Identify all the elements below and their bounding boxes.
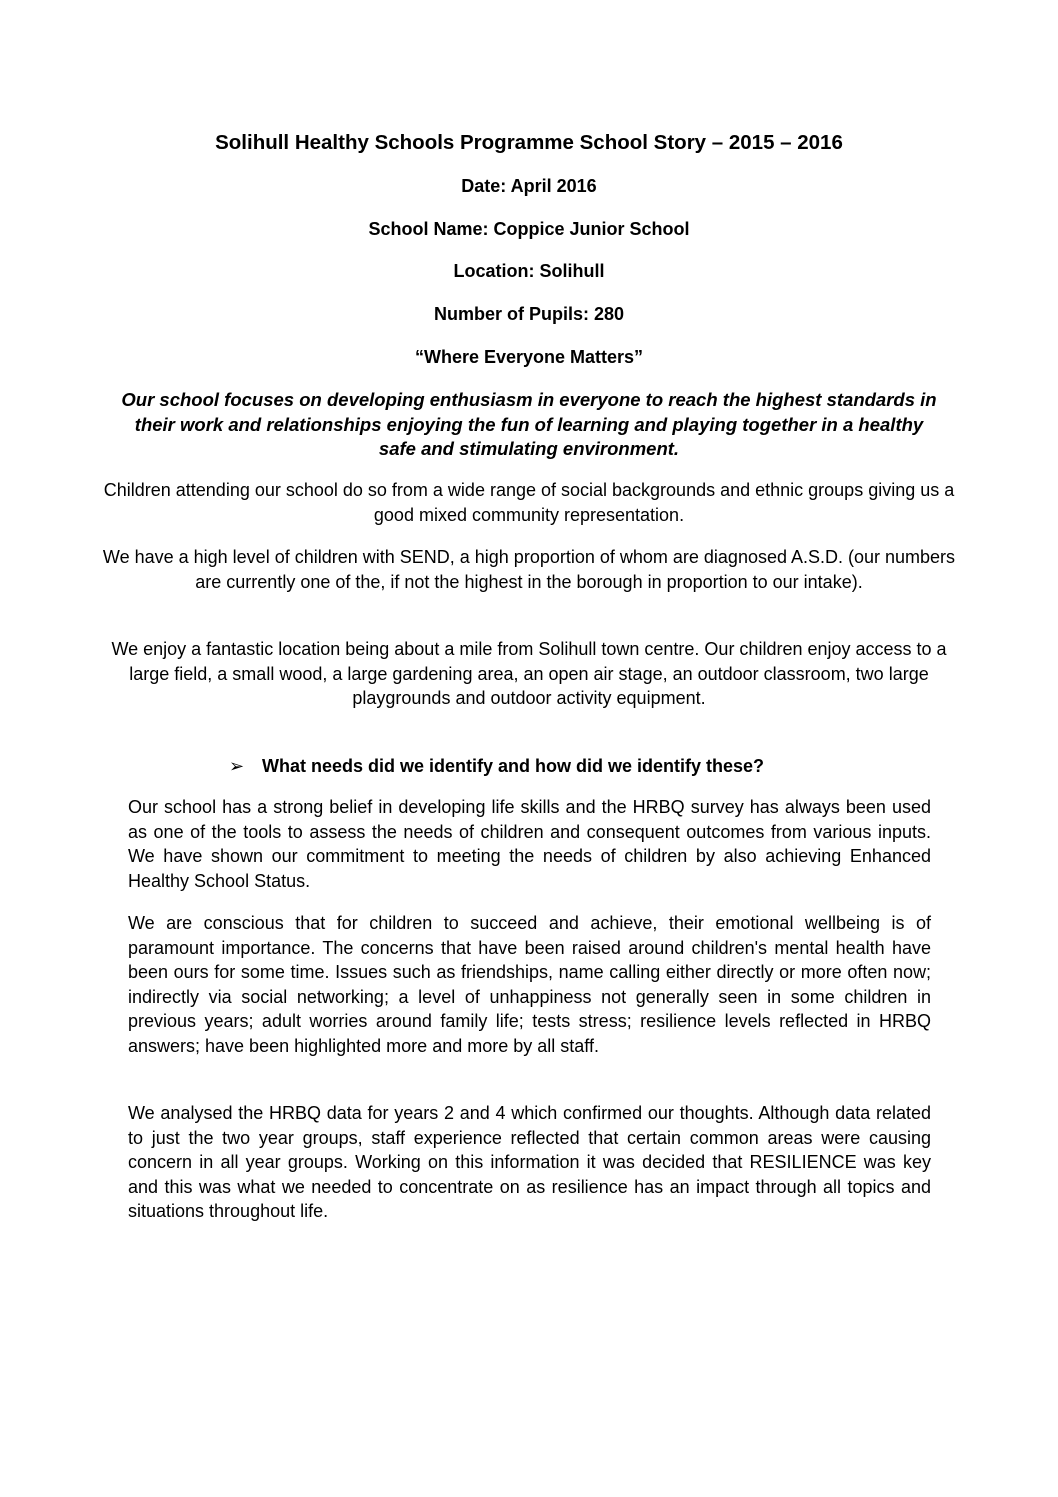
body-paragraph-life-skills: Our school has a strong belief in developing life skills and the HRBQ survey has always been used as one of the tools to assess the needs of children and consequent outcomes from various inputs. We have shown our commitment to meeting the needs of children by also achieving Enhanced Healthy School Status. <box>128 797 931 891</box>
body-paragraph-wellbeing: We are conscious that for children to succeed and achieve, their emotional wellbeing is of paramount importance. The concerns that have been raised around children's mental health have been ours for some time. Issues such as friendships, name calling either directly or more often now; indirectly via social networking; a level of unhappiness not generally seen in some children in previous years; adult worries around family life; tests stress; resilience levels reflected in HRBQ answers; have been highlighted more and more by all staff. <box>128 913 931 1056</box>
mission-statement: Our school focuses on developing enthusiasm in everyone to reach the highest standards in their work and relationships enjoying the fun of learning and playing together in a healthy safe and stimulating environment. <box>121 389 937 459</box>
intro-paragraph-community: Children attending our school do so from a wide range of social backgrounds and ethnic groups giving us a good mixed community representation. <box>103 480 955 525</box>
pupil-count: Number of Pupils: 280 <box>433 304 625 324</box>
school-name: School Name: Coppice Junior School <box>368 219 690 239</box>
school-motto: “Where Everyone Matters” <box>414 347 644 367</box>
school-location: Location: Solihull <box>453 261 605 281</box>
body-paragraph-hrbq-data: We analysed the HRBQ data for years 2 and 4 which confirmed our thoughts. Although data related to just the two year groups, staff experience reflected that certain common areas were causing concern in all year groups. Working on this information it was decided that RESILIENCE was key and this was what we needed to concentrate on as resilience has an impact through all topics and situations throughout life. <box>128 1103 931 1221</box>
arrow-bullet-icon: ➢ <box>229 756 245 776</box>
section-heading <box>229 754 764 778</box>
intro-paragraph-send: We have a high level of children with SEND, a high proportion of whom are diagnosed A.S.D. (our numbers are currently one of the, if not the highest in the borough in proportion to our intake). <box>102 547 956 592</box>
section-heading-text: What needs did we identify and how did we identify these? <box>262 756 765 776</box>
intro-paragraph-location: We enjoy a fantastic location being about a mile from Solihull town centre. Our children enjoy access to a large field, a small wood, a large gardening area, an open air stage, an outdoor classroom, two large playgrounds and outdoor activity equipment. <box>111 639 947 708</box>
report-date: Date: April 2016 <box>461 176 597 196</box>
document-title: Solihull Healthy Schools Programme School Story – 2015 – 2016 <box>215 131 843 154</box>
